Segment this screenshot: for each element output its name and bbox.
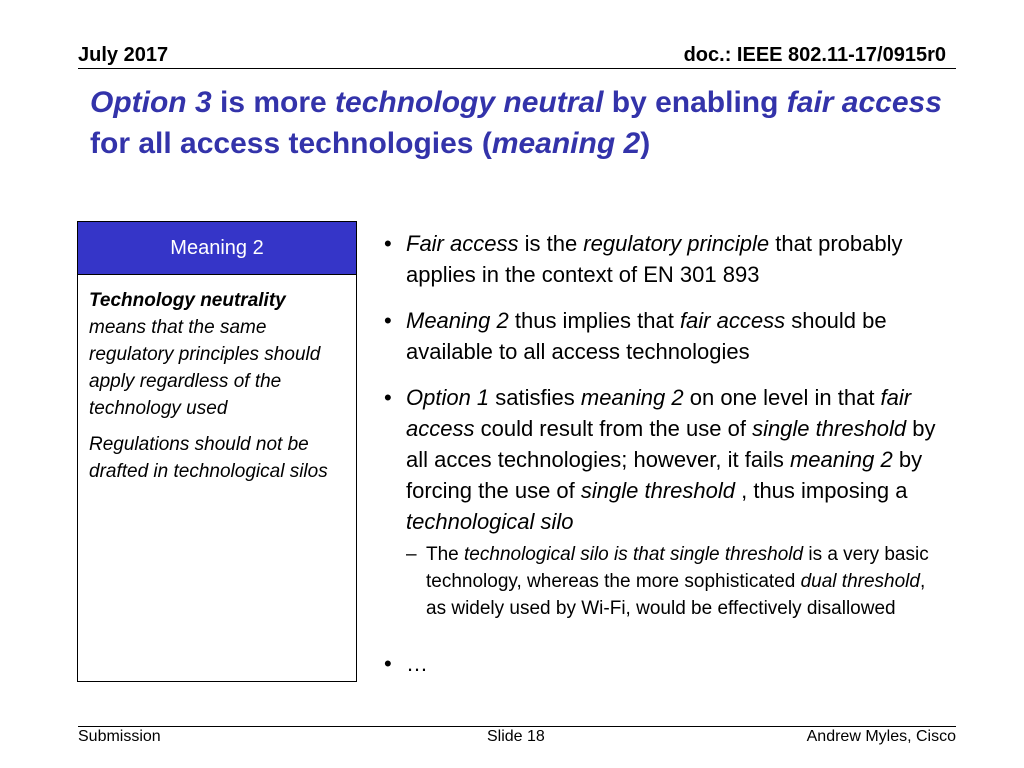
title-part: ) xyxy=(640,127,651,160)
title-part: for all access technologies ( xyxy=(90,127,492,160)
bullet-item xyxy=(384,648,944,679)
sub-bullet-text: dual threshold xyxy=(800,571,920,592)
title-part: technology neutral xyxy=(335,86,604,119)
bullet-text: is the xyxy=(518,231,584,256)
sub-bullet-text: The xyxy=(426,544,465,565)
bullet-text: Meaning 2 xyxy=(406,308,509,333)
bullet-text: regulatory principle xyxy=(583,231,770,256)
bullet-text: technological silo xyxy=(406,509,574,534)
meaning-term: Technology neutrality xyxy=(89,290,286,311)
bullet-text: meaning 2 xyxy=(789,447,893,472)
meaning-box-paragraph: Regulations should not be drafted in technological silos xyxy=(89,434,328,482)
bullet-text: fair access xyxy=(406,385,912,441)
bullet-text: , thus imposing a xyxy=(735,478,908,503)
sub-bullet-text: is a very basic technology, whereas the more sophisticated xyxy=(426,544,929,592)
bullet-text: that probably applies in the context of EN 301 893 xyxy=(406,231,903,287)
bullet-list xyxy=(384,228,944,694)
bullet-text: meaning 2 xyxy=(580,385,684,410)
bullet-text: single threshold xyxy=(752,416,907,441)
bullet-text: on one level in that xyxy=(683,385,881,410)
bullet-item xyxy=(384,382,944,537)
bullet-text: … xyxy=(406,651,428,676)
footer-slide-number: Slide 18 xyxy=(487,728,545,745)
bullet-text: by forcing the use of xyxy=(406,447,923,503)
bullet-text: thus implies that xyxy=(508,308,680,333)
header-date: July 2017 xyxy=(78,44,169,66)
meaning-box-heading: Meaning 2 xyxy=(78,222,356,275)
title-part: meaning 2 xyxy=(491,127,641,160)
bullet-text: Option 1 xyxy=(406,385,490,410)
sub-bullet-item xyxy=(384,541,944,622)
bullet-marker: • xyxy=(384,385,392,410)
meaning-box-paragraph xyxy=(89,287,346,422)
bullet-text: Fair access xyxy=(406,231,519,256)
bullet-text: fair access xyxy=(679,308,786,333)
footer-submission: Submission xyxy=(78,728,161,745)
bullet-item xyxy=(384,228,944,290)
bullet-text: should be available to all access technologies xyxy=(406,308,887,364)
bullet-text: single threshold xyxy=(580,478,735,503)
bullet-marker: • xyxy=(384,651,392,676)
header-divider xyxy=(78,68,956,69)
meaning-definition: means that the same regulatory principles should apply regardless of the technology used xyxy=(89,317,321,419)
sub-bullet-marker: – xyxy=(406,544,417,565)
footer-author: Andrew Myles, Cisco xyxy=(806,728,956,745)
bullet-text: by all acces technologies; however, it fails xyxy=(406,416,936,472)
sub-bullet-text: , as widely used by Wi-Fi, would be effectively disallowed xyxy=(426,571,926,619)
bullet-item xyxy=(384,305,944,367)
bullet-text: satisfies xyxy=(489,385,581,410)
title-part: Option 3 xyxy=(90,86,212,119)
slide-title xyxy=(90,82,970,164)
title-part: by enabling xyxy=(603,86,787,119)
title-part: fair access xyxy=(786,86,942,119)
bullet-text: could result from the use of xyxy=(474,416,753,441)
header-doc-id: doc.: IEEE 802.11-17/0915r0 xyxy=(683,44,946,66)
meaning-box-body xyxy=(78,275,356,485)
bullet-marker: • xyxy=(384,231,392,256)
meaning-box xyxy=(77,221,357,682)
bullet-marker: • xyxy=(384,308,392,333)
sub-bullet-text: technological silo is that single threshold xyxy=(464,544,804,565)
footer-divider xyxy=(78,726,956,727)
title-part: is more xyxy=(211,86,336,119)
